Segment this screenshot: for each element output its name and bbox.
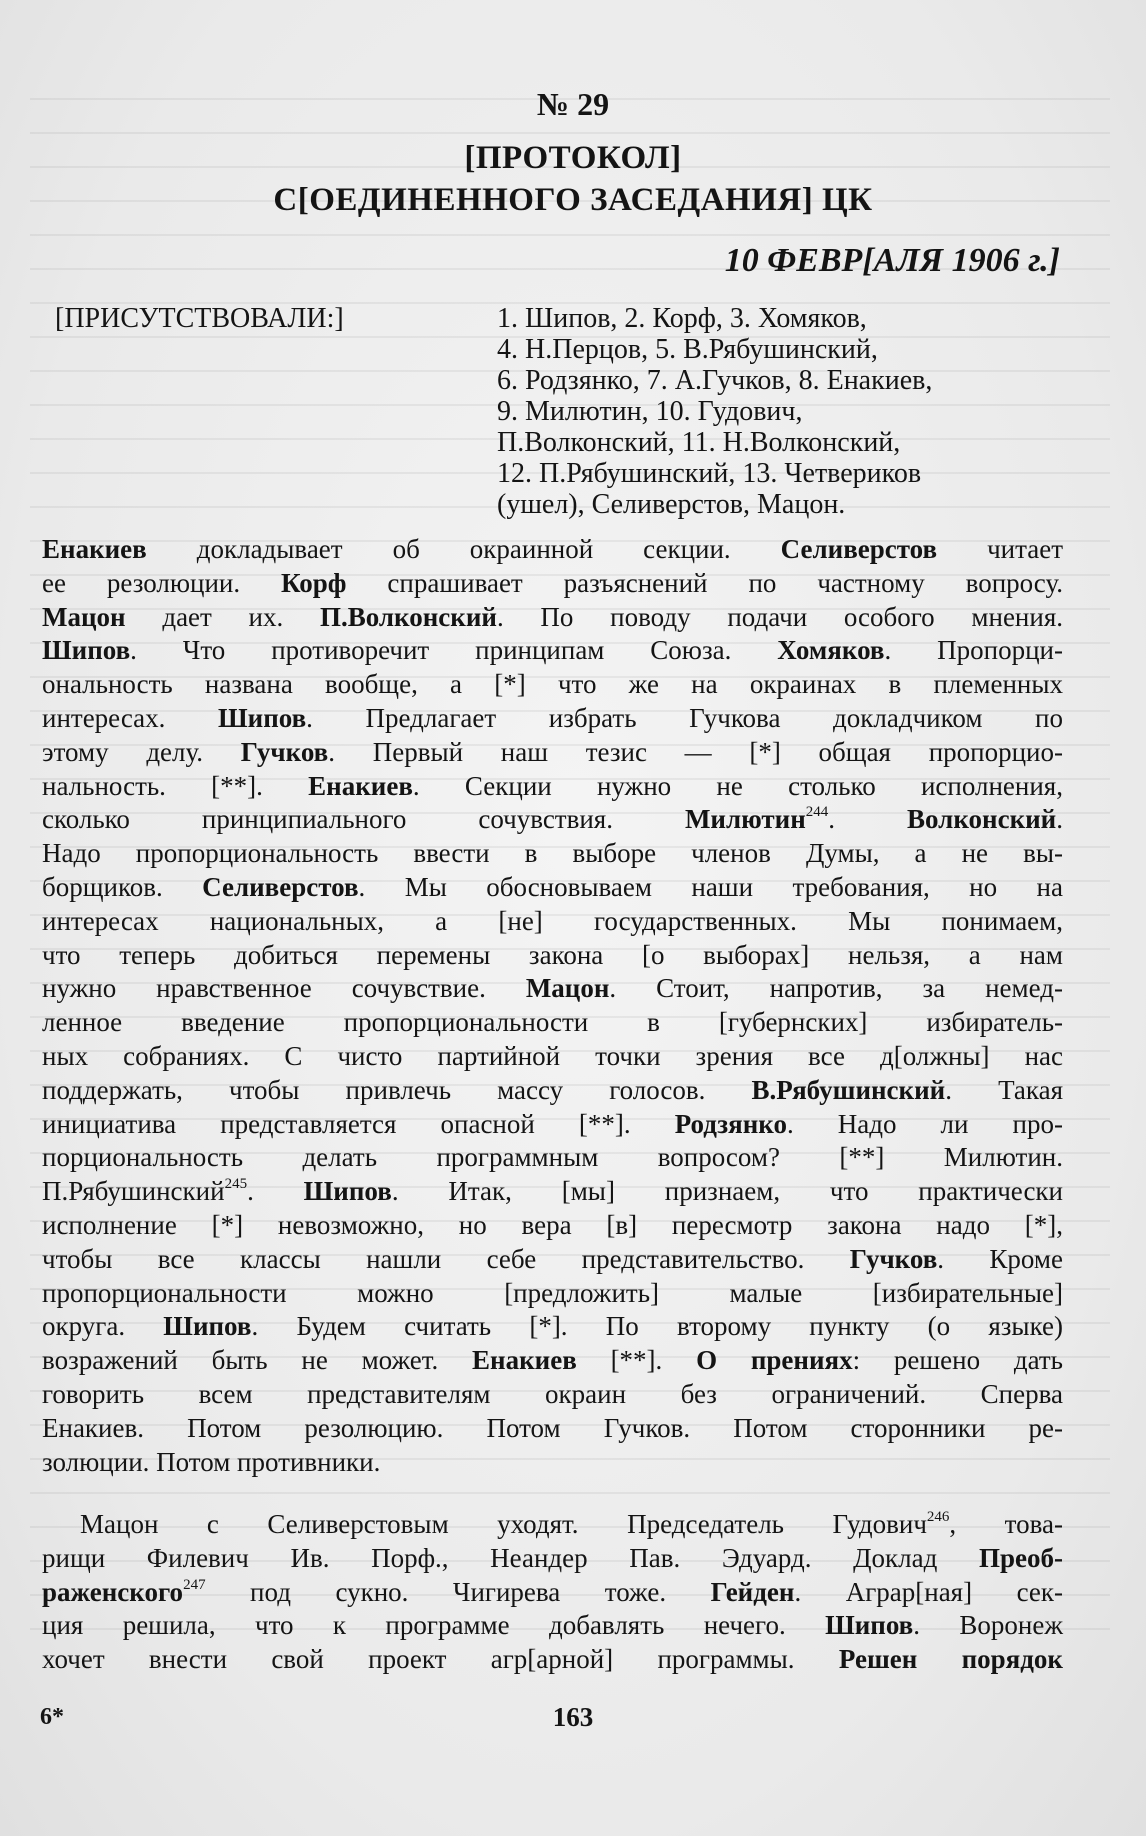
attendee-line: П.Волконский, 11. Н.Волконский, xyxy=(497,427,901,458)
text-line: Енакиев. Потом резолюцию. Потом Гучков. Потом сторонники ре- xyxy=(42,1412,1063,1443)
text-span: читает xyxy=(937,534,1063,564)
text-span: поддержать, чтобы привлечь массу голосов. xyxy=(42,1074,752,1105)
attendee-list xyxy=(497,303,1107,520)
text-line xyxy=(42,1542,1063,1576)
text-span: [**]. xyxy=(576,1345,697,1376)
text-span: дает их. xyxy=(125,601,320,632)
text-span: . Надо ли про- xyxy=(786,1108,1063,1139)
text-span: . Будем считать [*]. По второму пункту (о языке) xyxy=(251,1311,1063,1342)
text-line xyxy=(42,972,1063,1006)
text-span: , това- xyxy=(949,1509,1063,1539)
text-span: ция решила, что к программе добавлять нечего. xyxy=(42,1610,826,1641)
text-line xyxy=(42,1576,1063,1610)
text-line xyxy=(42,1074,1063,1108)
text-span: . Первый наш тезис — [*] общая пропорцио- xyxy=(328,736,1063,767)
speaker-name: Мацон xyxy=(525,973,610,1004)
speaker-name: Мацон xyxy=(42,601,126,632)
text-line: Надо пропорциональность ввести в выборе членов Думы, а не вы- xyxy=(42,838,1063,869)
speaker-name: Корф xyxy=(281,567,347,598)
text-span: этому делу. xyxy=(42,736,241,767)
minutes-paragraph-2 xyxy=(42,1508,1063,1677)
speaker-name: Гейден xyxy=(710,1576,795,1607)
text-span: Мацон с Селиверстовым уходят. Председатель Гудович xyxy=(80,1509,927,1539)
text-span: ее резолюции. xyxy=(42,567,282,598)
text-span: . По поводу подачи особого мнения. xyxy=(496,601,1063,632)
footnote-ref: 247 xyxy=(183,1576,206,1593)
text-span: инициатива представляется опасной [**]. xyxy=(42,1108,675,1139)
text-span: . Стоит, напротив, за немед- xyxy=(609,973,1063,1004)
attendee-line: 9. Милютин, 10. Гудович, xyxy=(497,396,803,427)
text-span: . Аграр[ная] сек- xyxy=(794,1576,1063,1607)
text-line: ных собраниях. С чисто партийной точки зрения все д[олжны] нас xyxy=(42,1040,1063,1071)
text-line xyxy=(42,736,1063,770)
attendee-line: 6. Родзянко, 7. А.Гучков, 8. Енакиев, xyxy=(497,365,933,396)
text-line: интересах национальных, а [не] государственных. Мы понимаем, xyxy=(42,905,1063,936)
text-line xyxy=(42,634,1063,668)
text-span: . Итак, [мы] признаем, что практически xyxy=(391,1176,1064,1207)
text-span: нальность. [**]. xyxy=(42,770,309,801)
text-span: . xyxy=(1056,804,1063,835)
text-line xyxy=(42,601,1063,635)
text-span: сколько принципиального сочувствия. xyxy=(42,804,685,835)
speaker-name: Шипов xyxy=(303,1176,392,1207)
text-line: золюции. Потом противники. xyxy=(42,1446,381,1477)
text-span: под сукно. Чигирева тоже. xyxy=(205,1576,711,1607)
text-line xyxy=(42,1243,1063,1277)
speaker-name: Шипов xyxy=(218,702,307,733)
speaker-name: Хомяков xyxy=(777,635,885,666)
protocol-title: [ПРОТОКОЛ] xyxy=(464,140,682,176)
speaker-name: Преоб- xyxy=(979,1542,1063,1573)
text-line: порциональность делать программным вопросом? [**] Милютин. xyxy=(42,1142,1063,1173)
text-line: говорить всем представителям окраин без ограничений. Сперва xyxy=(42,1378,1063,1409)
text-span: . Кроме xyxy=(937,1243,1063,1274)
text-span: . xyxy=(828,804,908,835)
text-span: нужно нравственное сочувствие. xyxy=(42,973,526,1004)
text-span: . Воронеж xyxy=(913,1610,1063,1641)
signature-mark: 6* xyxy=(40,1704,64,1730)
text-line xyxy=(42,533,1063,567)
text-span: П.Рябушинский xyxy=(42,1176,225,1207)
speaker-name: Родзянко xyxy=(674,1108,787,1139)
page-number: 163 xyxy=(552,1702,594,1732)
text-span: : решено дать xyxy=(852,1345,1063,1376)
speaker-name: Енакиев xyxy=(472,1345,577,1376)
attendee-line: 4. Н.Перцов, 5. В.Рябушинский, xyxy=(497,334,878,365)
text-span: . Предлагает избрать Гучкова докладчиком по xyxy=(306,702,1063,733)
section-heading-inline: О прениях xyxy=(696,1345,853,1376)
text-span: рищи Филевич Ив. Порф., Неандер Пав. Эдуард. Доклад xyxy=(42,1542,979,1573)
text-span: округа. xyxy=(42,1311,164,1342)
text-line xyxy=(42,1508,1063,1542)
speaker-name: Шипов xyxy=(163,1311,252,1342)
text-span: . xyxy=(247,1176,304,1207)
protocol-subtitle: С[ОЕДИНЕННОГО ЗАСЕДАНИЯ] ЦК xyxy=(273,182,873,218)
footnote-ref: 244 xyxy=(805,804,829,821)
text-line xyxy=(42,871,1063,905)
present-label: [ПРИСУТСТВОВАЛИ:] xyxy=(55,303,344,334)
text-line: что теперь добиться перемены закона [о выборах] нельзя, а нам xyxy=(42,939,1063,970)
text-span: . Пропорци- xyxy=(884,635,1063,666)
speaker-name: Шипов xyxy=(42,635,131,666)
text-line xyxy=(42,1609,1063,1643)
speaker-name: Гучков xyxy=(240,736,329,767)
document-number: № 29 xyxy=(536,86,610,122)
text-line xyxy=(42,1108,1063,1142)
speaker-name: Милютин xyxy=(684,804,806,835)
text-line xyxy=(42,1310,1063,1344)
text-span: чтобы все классы нашли себе представительство. xyxy=(42,1243,850,1274)
text-line xyxy=(42,702,1063,736)
meeting-date: 10 ФЕВР[АЛЯ 1906 г.] xyxy=(724,242,1060,279)
attendee-line: 12. П.Рябушинский, 13. Четвериков xyxy=(497,458,922,489)
text-span: возражений быть не может. xyxy=(42,1345,473,1376)
text-line xyxy=(42,1175,1063,1209)
footnote-ref: 246 xyxy=(926,1509,950,1525)
speaker-name: Селиверстов xyxy=(202,871,359,902)
footnote-ref: 245 xyxy=(224,1176,248,1193)
speaker-name: В.Рябушинский xyxy=(751,1074,946,1105)
speaker-name: Селиверстов xyxy=(780,534,938,564)
text-line: ленное введение пропорциональности в [губернских] избиратель- xyxy=(42,1007,1063,1038)
text-line: ональность названа вообще, а [*] что же на окраинах в племенных xyxy=(42,669,1063,700)
text-line: пропорциональности можно [предложить] малые [избирательные] xyxy=(42,1277,1063,1308)
text-line xyxy=(42,770,1063,804)
text-line xyxy=(42,1344,1063,1378)
speaker-name: Енакиев xyxy=(308,770,413,801)
text-span: . Такая xyxy=(945,1074,1063,1105)
text-span: докладывает об окраинной секции. xyxy=(146,534,781,564)
speaker-name: Шипов xyxy=(825,1610,914,1641)
speaker-name: Гучков xyxy=(849,1243,938,1274)
text-span: спрашивает разъяснений по частному вопросу. xyxy=(346,567,1063,598)
speaker-name: раженского xyxy=(42,1576,184,1607)
minutes-paragraph-1 xyxy=(42,533,1063,1479)
text-line xyxy=(42,803,1063,837)
text-line: исполнение [*] невозможно, но вера [в] пересмотр закона надо [*], xyxy=(42,1209,1063,1240)
text-line xyxy=(42,567,1063,601)
text-span: . Мы обосновываем наши требования, но на xyxy=(358,871,1063,902)
speaker-name: Енакиев xyxy=(42,534,147,564)
text-span: . Что противоречит принципам Союза. xyxy=(130,635,778,666)
section-heading-inline: Решен порядок xyxy=(838,1644,1063,1675)
attendee-line: 1. Шипов, 2. Корф, 3. Хомяков, xyxy=(497,303,867,334)
text-line xyxy=(42,1643,1063,1677)
speaker-name: Волконский xyxy=(907,804,1057,835)
text-span: . Секции нужно не столько исполнения, xyxy=(412,770,1063,801)
speaker-name: П.Волконский xyxy=(319,601,497,632)
text-span: борщиков. xyxy=(42,871,203,902)
text-span: хочет внести свой проект агр[арной] программы. xyxy=(42,1644,839,1675)
attendee-line: (ушел), Селиверстов, Мацон. xyxy=(497,489,846,520)
text-span: интересах. xyxy=(42,702,218,733)
